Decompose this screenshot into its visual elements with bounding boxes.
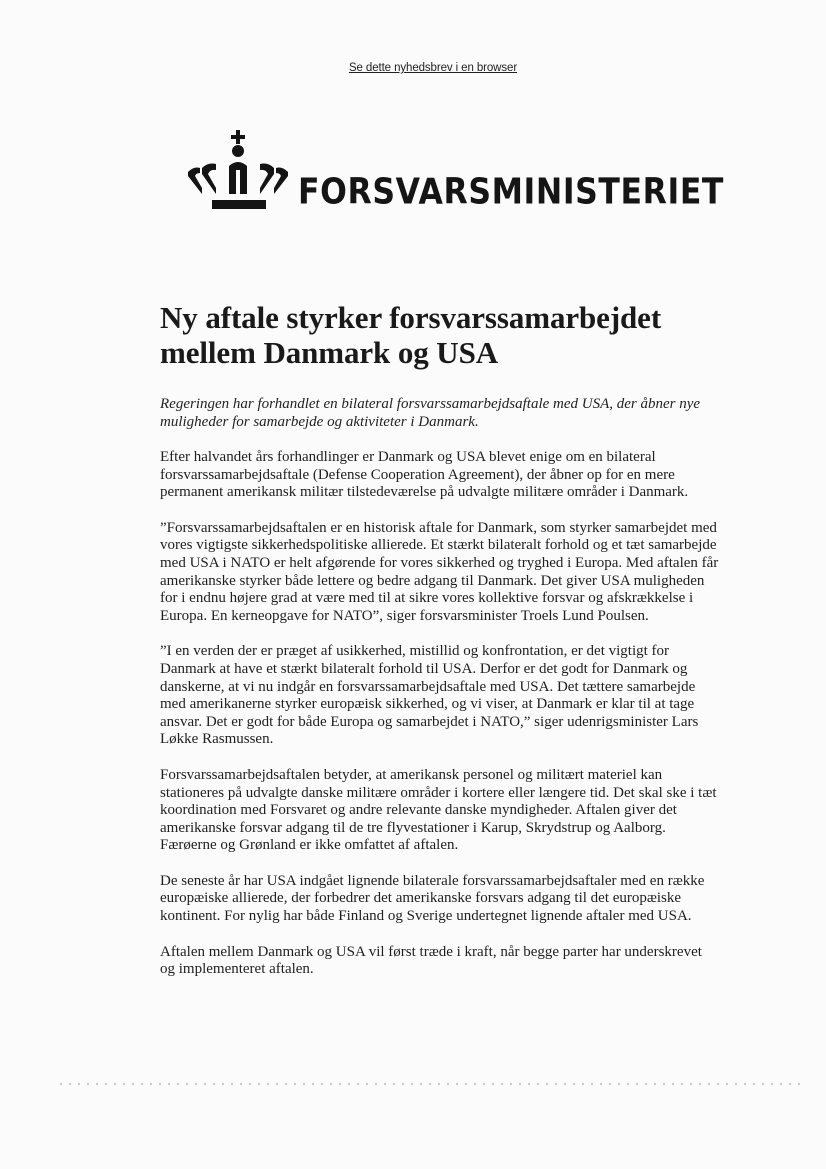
article-paragraph: De seneste år har USA indgået lignende bilaterale forsvarssamarbejdsaftaler med en række europæiske allierede, der forbedrer det amerikanske forsvars adgang til det europæiske kontinent. For nylig har både Finland og Sverige undertegnet lignende aftaler med USA.	[160, 872, 705, 925]
article-paragraph: ”I en verden der er præget af usikkerhed, mistillid og konfrontation, er det vigtigt for Danmark at have et stærkt bilateralt forhold til USA. Derfor er det godt for Danmark og danskerne, at vi nu indgår en forsvarssamarbejdsaftale med USA. Det tættere samarbejde med amerikanerne styrker europæisk sikkerhed, og vi viser, at Danmark er klar til at tage ansvar. Det er godt for både Europa og samarbejdet i NATO,” siger udenrigsminister Lars Løkke Rasmussen.	[160, 643, 699, 748]
article-paragraph: Aftalen mellem Danmark og USA vil først træde i kraft, når begge parter har underskrevet og implementeret aftalen.	[160, 943, 702, 978]
ministry-logo	[186, 128, 725, 214]
article	[160, 300, 720, 979]
scan-artifact-divider	[60, 1082, 800, 1086]
article-paragraph: Forsvarssamarbejdsaftalen betyder, at amerikansk personel og militært materiel kan stationeres på udvalgte danske militære områder i kortere eller længere tid. Det skal ske i tæt koordination med Forsvaret og andre relevante danske myndigheder. Aftalen giver det amerikanske forsvar adgang til de tre flyvestationer i Karup, Skrydstrup og Aalborg. Færøerne og Grønland er ikke omfattet af aftalen.	[160, 766, 717, 854]
crown-emblem-icon	[186, 128, 294, 214]
article-lead: Regeringen har forhandlet en bilateral forsvarssamarbejdsaftale med USA, der åbner nye muligheder for samarbejde og aktiviteter i Danmark.	[160, 396, 701, 430]
article-title: Ny aftale styrker forsvarssamarbejdet mellem Danmark og USA	[160, 300, 662, 370]
article-paragraph: Efter halvandet års forhandlinger er Danmark og USA blevet enige om en bilateral forsvarssamarbejdsaftale (Defense Cooperation Agreement), der åbner op for en mere permanent amerikansk militær tilstedeværelse på udvalgte militære områder i Danmark.	[160, 449, 689, 501]
view-in-browser-link[interactable]: Se dette nyhedsbrev i en browser	[348, 62, 518, 74]
ministry-wordmark: FORSVARSMINISTERIET	[298, 172, 725, 213]
article-paragraph: ”Forsvarssamarbejdsaftalen er en historisk aftale for Danmark, som styrker samarbejdet med vores vigtigste sikkerhedspolitiske allierede. Et stærkt bilateralt forhold og et tæt samarbejde med USA i NATO er helt afgørende for vores sikkerhed og tryghed i Europa. Med aftalen får amerikanske styrker både lettere og bedre adgang til Danmark. Det giver USA muligheden for i endnu højere grad at være med til at sikre vores kollektive forsvar og afskrækkelse i Europa. En kerneopgave for NATO”, siger forsvarsminister Troels Lund Poulsen.	[160, 519, 719, 624]
